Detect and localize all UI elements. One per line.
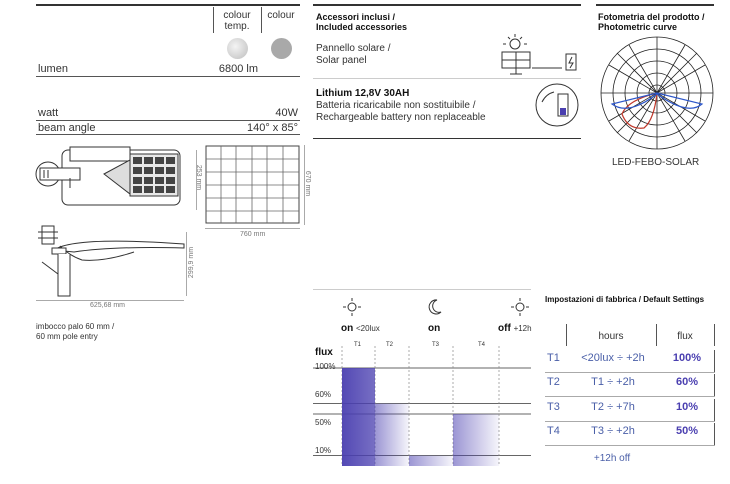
battery-en: Rechargeable battery non replaceable xyxy=(316,112,486,123)
flux-bar-t4 xyxy=(453,414,499,466)
col-hours: hours xyxy=(598,331,624,342)
panel-height-dim: 670 mm xyxy=(304,170,312,197)
defaults-row-flux: 100% xyxy=(672,352,702,364)
battery-title: Lithium 12,8V 30AH xyxy=(316,88,410,99)
defaults-footer: +12h off xyxy=(593,453,631,464)
defaults-row-flux: 50% xyxy=(675,425,699,437)
row-rule xyxy=(36,76,300,77)
mode-state: on xyxy=(428,323,441,334)
col-divider xyxy=(714,350,715,372)
defaults-row-t: T3 xyxy=(547,401,560,413)
watt-value: 40W xyxy=(275,107,298,119)
solar-panel-it: Pannello solare / xyxy=(316,43,391,54)
row-rule xyxy=(545,445,715,446)
flux-level: 60% xyxy=(315,390,332,399)
top-rule xyxy=(36,4,300,6)
col-divider xyxy=(714,423,715,445)
flux-level: 100% xyxy=(315,362,336,371)
row-rule xyxy=(545,421,715,422)
defaults-row-t: T2 xyxy=(547,376,560,388)
colour-temp-label: colour temp. xyxy=(223,10,251,32)
dim-line xyxy=(186,232,187,296)
side-length-dim: 625,68 mm xyxy=(90,302,126,309)
flux-chart xyxy=(313,344,533,472)
photometry-model: LED-FEBO-SOLAR xyxy=(612,157,700,168)
flux-bar-t2 xyxy=(375,404,409,466)
row-rule xyxy=(313,138,581,139)
t-label: T2 xyxy=(386,342,394,348)
polar-diagram xyxy=(598,34,716,152)
t-label: T4 xyxy=(478,342,486,348)
defaults-row-t: T4 xyxy=(547,425,560,437)
mode-state: on xyxy=(341,323,354,334)
accessories-title-it: Accessori inclusi / xyxy=(316,12,396,22)
flux-axis-label: flux xyxy=(315,347,333,358)
defaults-title: Impostazioni di fabbrica / Default Settings xyxy=(545,295,705,304)
defaults-row-flux: 60% xyxy=(675,376,699,388)
colour-label: colour xyxy=(267,10,295,21)
col-flux: flux xyxy=(677,331,693,342)
row-rule xyxy=(313,289,531,290)
luminaire-side-view xyxy=(34,222,194,300)
solar-panel-en: Solar panel xyxy=(316,55,367,66)
beam-value: 140° x 85° xyxy=(247,122,298,134)
t-label: T1 xyxy=(354,342,362,348)
mode-state: off xyxy=(498,323,511,334)
dim-line xyxy=(205,228,300,229)
mode-note: <20lux xyxy=(356,324,380,333)
dim-line xyxy=(36,300,184,301)
colour-swatch xyxy=(271,38,292,59)
panel-width-dim: 760 mm xyxy=(240,231,266,238)
defaults-row-t: T1 xyxy=(547,352,560,364)
sun-icon xyxy=(340,296,364,318)
photometry-title-en: Photometric curve xyxy=(598,22,678,32)
flux-level: 10% xyxy=(315,446,332,455)
flux-level: 50% xyxy=(315,418,332,427)
t-label: T3 xyxy=(432,342,440,348)
battery-it: Batteria ricaricabile non sostituibile / xyxy=(316,100,476,111)
row-rule xyxy=(36,134,300,135)
lumen-value: 6800 lm xyxy=(218,63,258,75)
side-height-dim: 299,9 mm xyxy=(188,246,196,279)
col-divider xyxy=(261,7,262,33)
flux-bar-t3 xyxy=(409,456,453,466)
pole-note-en: 60 mm pole entry xyxy=(36,332,98,341)
col-divider xyxy=(213,7,214,33)
flux-bar-t1 xyxy=(342,368,375,466)
defaults-row-flux: 10% xyxy=(675,401,699,413)
lumen-label: lumen xyxy=(38,63,68,75)
defaults-row-hours: T2 ÷ +7h xyxy=(591,401,635,413)
defaults-row-hours: T1 ÷ +2h xyxy=(591,376,635,388)
col-divider xyxy=(714,399,715,421)
top-rule xyxy=(313,4,581,6)
solar-panel-drawing xyxy=(205,145,301,225)
row-rule xyxy=(545,396,715,397)
beam-label: beam angle xyxy=(38,122,96,134)
solar-panel-icon xyxy=(496,32,582,76)
colour-temp-swatch xyxy=(227,38,248,59)
top-rule xyxy=(596,4,714,6)
sun-icon xyxy=(508,296,532,318)
col-divider xyxy=(714,374,715,396)
watt-label: watt xyxy=(38,107,59,119)
luminaire-top-view xyxy=(34,144,194,214)
defaults-row-hours: <20lux ÷ +2h xyxy=(581,352,645,364)
mode-note: +12h xyxy=(513,324,532,333)
pole-note-it: imbocco palo 60 mm / xyxy=(36,322,115,331)
moon-icon xyxy=(426,298,444,316)
accessories-title-en: Included accessories xyxy=(316,22,408,32)
defaults-row-hours: T3 ÷ +2h xyxy=(591,425,635,437)
head-height-dim: 253 mm xyxy=(195,164,203,191)
row-rule xyxy=(545,372,715,373)
row-rule xyxy=(313,78,581,79)
photometry-title-it: Fotometria del prodotto / xyxy=(598,12,705,22)
row-rule xyxy=(36,120,300,121)
battery-icon xyxy=(532,80,582,130)
col-divider xyxy=(714,324,715,346)
